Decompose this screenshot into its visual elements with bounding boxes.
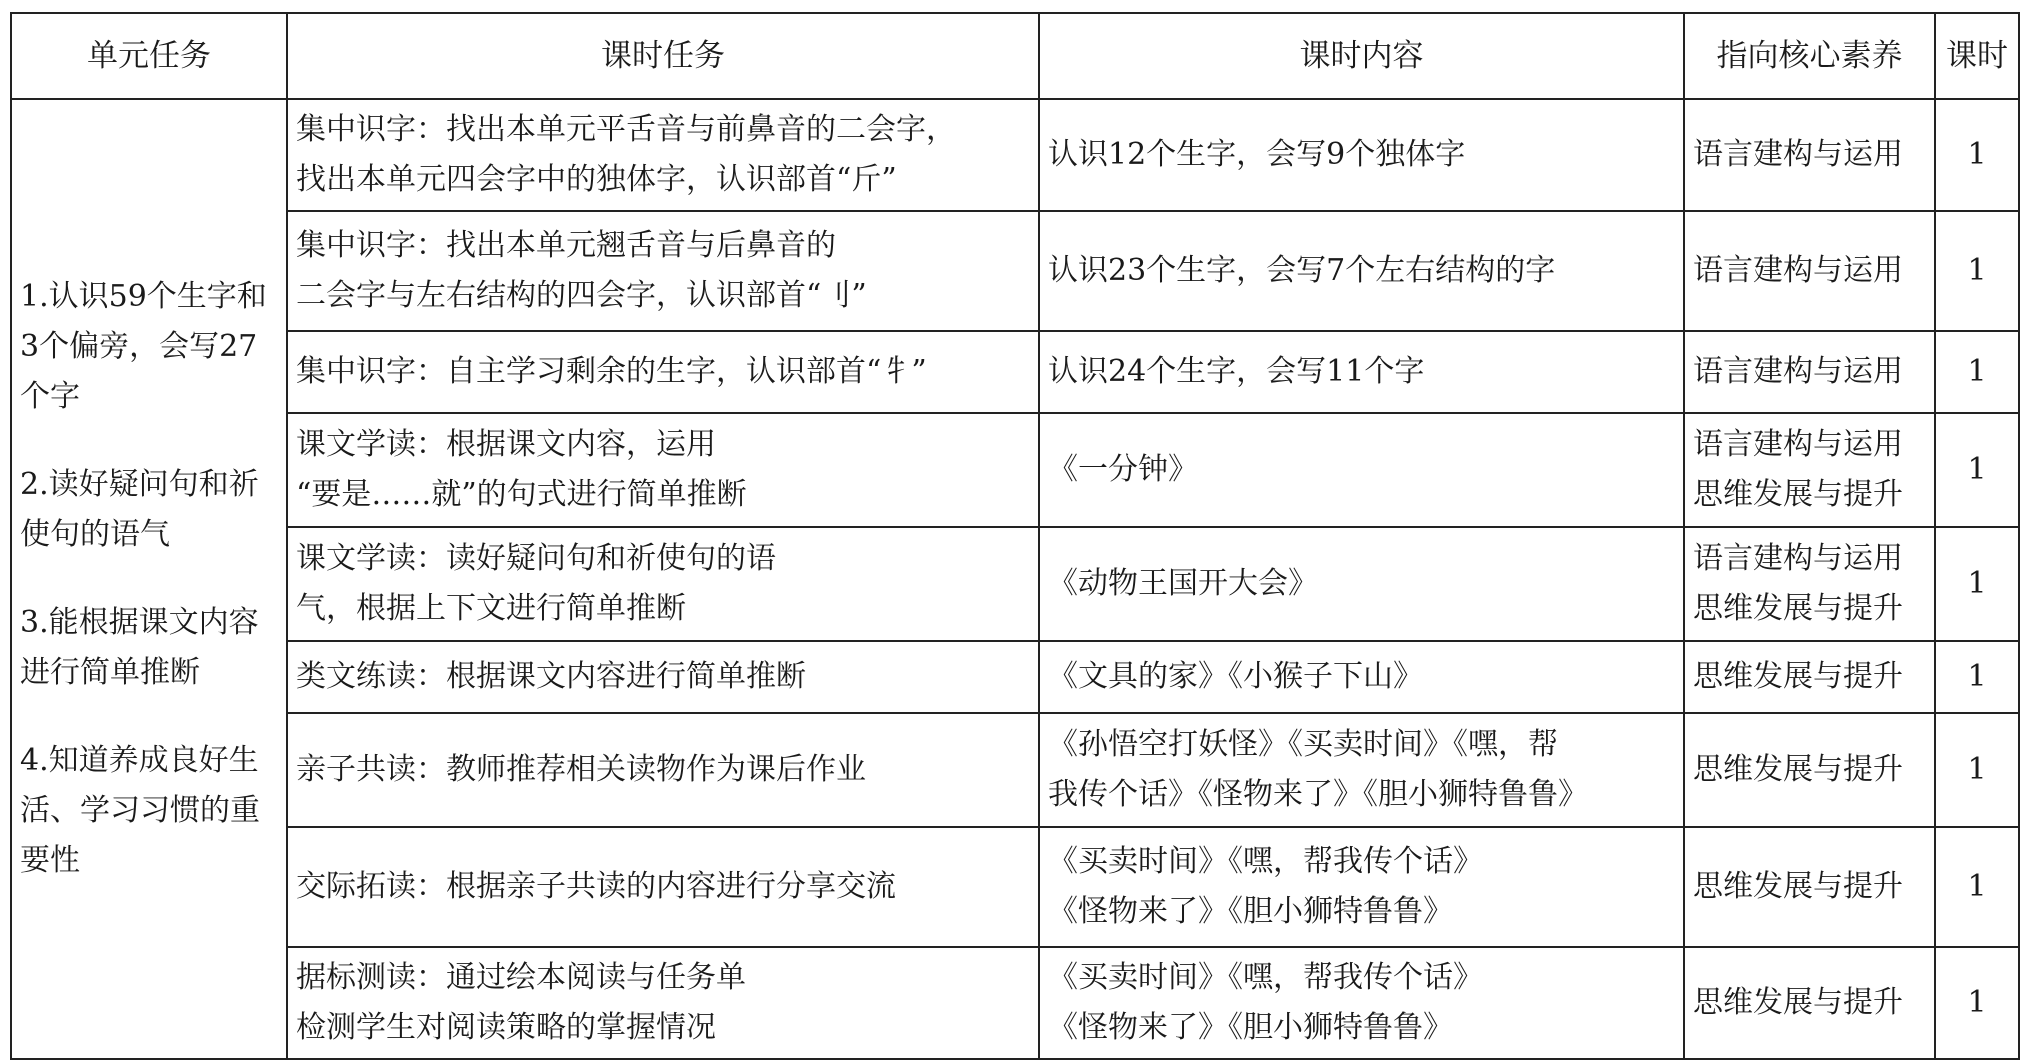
- table-row: [11, 641, 2019, 713]
- lesson-content-cell-line: 《一分钟》: [1048, 452, 1198, 487]
- lesson-task-cell-line: 课文学读：根据课文内容，运用: [296, 427, 716, 462]
- lesson-content-cell-line: 《文具的家》《小猴子下山》: [1048, 659, 1423, 694]
- core-literacy-cell-line: 思维发展与提升: [1693, 591, 1903, 626]
- lesson-task-cell: [287, 713, 1039, 827]
- hours-cell: 1: [1935, 827, 2019, 947]
- lesson-content-cell-line: 《怪物来了》《胆小狮特鲁鲁》: [1048, 894, 1453, 929]
- core-literacy-cell-line: 语言建构与运用: [1693, 541, 1903, 576]
- core-literacy-cell: [1684, 99, 1935, 211]
- core-literacy-cell: [1684, 527, 1935, 641]
- core-literacy-cell-line: 思维发展与提升: [1693, 752, 1903, 787]
- lesson-task-cell-line: 气，根据上下文进行简单推断: [296, 591, 686, 626]
- lesson-task-cell-line: 类文练读：根据课文内容进行简单推断: [296, 659, 806, 694]
- lesson-content-cell: [1039, 947, 1684, 1059]
- table-row: [11, 827, 2019, 947]
- lesson-content-cell-line: 《买卖时间》《嘿，帮我传个话》: [1048, 844, 1483, 879]
- table-row: [11, 713, 2019, 827]
- unit-task-item: 3.能根据课文内容进行简单推断: [20, 605, 259, 690]
- hours-cell: 1: [1935, 527, 2019, 641]
- header-lesson-content: 课时内容: [1039, 13, 1684, 99]
- table-row: [11, 211, 2019, 331]
- core-literacy-cell: [1684, 413, 1935, 527]
- hours-cell: 1: [1935, 641, 2019, 713]
- header-unit-task: 单元任务: [11, 13, 287, 99]
- header-hours: 课时: [1935, 13, 2019, 99]
- lesson-content-cell: [1039, 641, 1684, 713]
- table-body: [11, 99, 2019, 1059]
- lesson-content-cell-line: 我传个话》《怪物来了》《胆小狮特鲁鲁》: [1048, 777, 1588, 812]
- unit-task-item: 1.认识59个生字和3个偏旁，会写27个字: [20, 279, 267, 414]
- lesson-content-cell: [1039, 211, 1684, 331]
- table-row: [11, 331, 2019, 413]
- lesson-content-cell: [1039, 99, 1684, 211]
- lesson-task-cell: [287, 827, 1039, 947]
- lesson-content-cell: [1039, 827, 1684, 947]
- table-row: [11, 413, 2019, 527]
- lesson-task-cell-line: 集中识字：自主学习剩余的生字，认识部首“牜”: [296, 354, 927, 389]
- lesson-task-cell-line: 集中识字：找出本单元平舌音与前鼻音的二会字，: [296, 112, 956, 147]
- lesson-task-cell-line: 二会字与左右结构的四会字，认识部首“刂”: [296, 278, 867, 313]
- lesson-task-cell: [287, 99, 1039, 211]
- hours-cell: 1: [1935, 99, 2019, 211]
- core-literacy-cell: [1684, 827, 1935, 947]
- lesson-task-cell: [287, 413, 1039, 527]
- lesson-content-cell-line: 认识23个生字，会写7个左右结构的字: [1048, 253, 1556, 288]
- lesson-task-cell-line: 亲子共读：教师推荐相关读物作为课后作业: [296, 752, 866, 787]
- lesson-content-cell: [1039, 713, 1684, 827]
- core-literacy-cell-line: 思维发展与提升: [1693, 477, 1903, 512]
- table-row: [11, 99, 2019, 211]
- unit-plan-table: [10, 12, 2020, 1060]
- lesson-task-cell: [287, 527, 1039, 641]
- lesson-task-cell-line: 课文学读：读好疑问句和祈使句的语: [296, 541, 776, 576]
- lesson-task-cell-line: 检测学生对阅读策略的掌握情况: [296, 1010, 716, 1045]
- header-lesson-task: 课时任务: [287, 13, 1039, 99]
- lesson-content-cell-line: 认识24个生字，会写11个字: [1048, 354, 1425, 389]
- header-row: [11, 13, 2019, 99]
- lesson-content-cell: [1039, 527, 1684, 641]
- core-literacy-cell-line: 语言建构与运用: [1693, 354, 1903, 389]
- lesson-content-cell-line: 《孙悟空打妖怪》《买卖时间》《嘿，帮: [1048, 727, 1558, 762]
- lesson-task-cell: [287, 947, 1039, 1059]
- lesson-task-cell-line: 找出本单元四会字中的独体字，认识部首“斤”: [296, 162, 897, 197]
- lesson-content-cell: [1039, 413, 1684, 527]
- lesson-task-cell-line: “要是……就”的句式进行简单推断: [296, 477, 747, 512]
- header-core-literacy: 指向核心素养: [1684, 13, 1935, 99]
- lesson-content-cell-line: 《怪物来了》《胆小狮特鲁鲁》: [1048, 1010, 1453, 1045]
- hours-cell: 1: [1935, 331, 2019, 413]
- unit-task-item: 4.知道养成良好生活、学习习惯的重要性: [20, 743, 260, 878]
- core-literacy-cell-line: 思维发展与提升: [1693, 659, 1903, 694]
- core-literacy-cell-line: 思维发展与提升: [1693, 869, 1903, 904]
- hours-cell: 1: [1935, 413, 2019, 527]
- hours-cell: 1: [1935, 947, 2019, 1059]
- lesson-task-cell: [287, 331, 1039, 413]
- core-literacy-cell: [1684, 331, 1935, 413]
- lesson-content-cell: [1039, 331, 1684, 413]
- lesson-task-cell: [287, 211, 1039, 331]
- lesson-content-cell-line: 认识12个生字，会写9个独体字: [1048, 137, 1466, 172]
- core-literacy-cell: [1684, 641, 1935, 713]
- core-literacy-cell: [1684, 713, 1935, 827]
- table-row: [11, 947, 2019, 1059]
- hours-cell: 1: [1935, 211, 2019, 331]
- core-literacy-cell-line: 语言建构与运用: [1693, 253, 1903, 288]
- lesson-task-cell-line: 交际拓读：根据亲子共读的内容进行分享交流: [296, 869, 896, 904]
- lesson-task-cell: [287, 641, 1039, 713]
- core-literacy-cell-line: 思维发展与提升: [1693, 985, 1903, 1020]
- lesson-task-cell-line: 集中识字：找出本单元翘舌音与后鼻音的: [296, 228, 836, 263]
- unit-task-item: 2.读好疑问句和祈使句的语气: [20, 467, 259, 552]
- core-literacy-cell: [1684, 211, 1935, 331]
- lesson-content-cell-line: 《买卖时间》《嘿，帮我传个话》: [1048, 960, 1483, 995]
- core-literacy-cell: [1684, 947, 1935, 1059]
- core-literacy-cell-line: 语言建构与运用: [1693, 137, 1903, 172]
- hours-cell: 1: [1935, 713, 2019, 827]
- lesson-task-cell-line: 据标测读：通过绘本阅读与任务单: [296, 960, 746, 995]
- lesson-content-cell-line: 《动物王国开大会》: [1048, 566, 1318, 601]
- table-row: [11, 527, 2019, 641]
- unit-task-cell: [11, 99, 287, 1059]
- core-literacy-cell-line: 语言建构与运用: [1693, 427, 1903, 462]
